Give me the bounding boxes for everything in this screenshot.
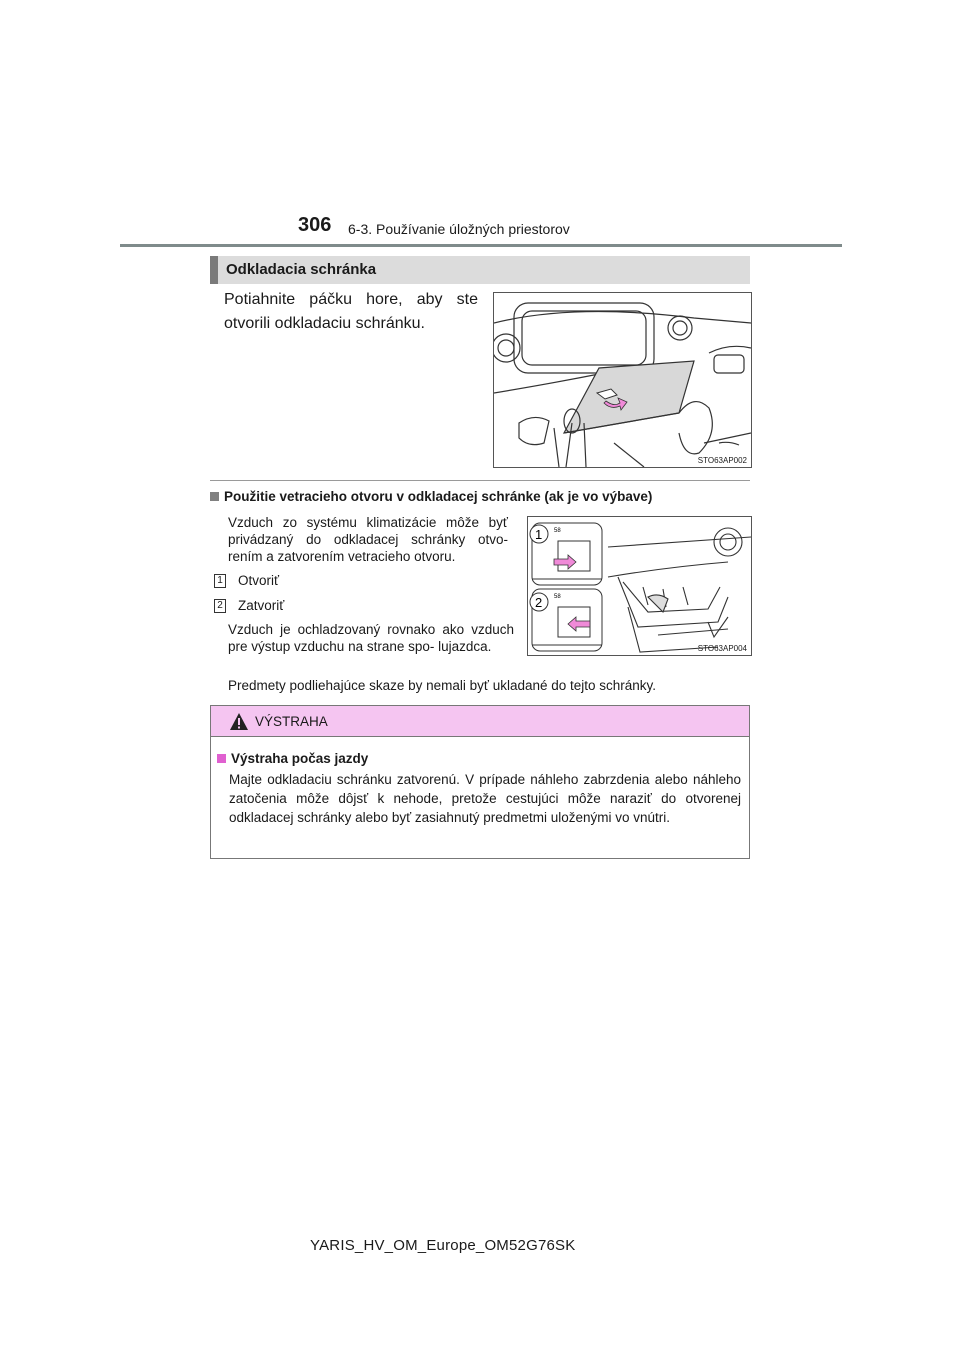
figure-glovebox-lever — [493, 292, 752, 468]
callout-2: 2 — [535, 595, 543, 610]
warning-triangle-icon — [229, 712, 249, 731]
subsection-title — [210, 489, 652, 504]
figure-code-2: STO63AP004 — [697, 644, 747, 653]
intro-text: Potiahnite páčku hore, aby ste otvorili odkladaciu schránku. — [224, 291, 478, 332]
header-rule — [120, 244, 842, 247]
subsection-text: Vzduch zo systému klimatizácie môže byť privádzaný do odkladacej schránky otvo- rením a zatvorením vetracieho otvoru. — [228, 515, 508, 564]
warning-subtitle-text: Výstraha počas jazdy — [231, 751, 369, 766]
figure-air-vent — [527, 516, 752, 656]
bullet-square-icon — [210, 492, 219, 501]
callout-1: 1 — [535, 527, 543, 542]
section-title: Odkladacia schránka — [226, 261, 377, 278]
warning-header — [211, 706, 749, 737]
section-title-bar — [210, 256, 750, 284]
warning-subtitle — [217, 751, 368, 766]
bullet-square-icon — [217, 754, 226, 763]
subsection-text-3: Predmety podliehajúce skaze by nemali byť ukladané do tejto schránky. — [228, 678, 657, 693]
item-number-2: 2 — [214, 599, 226, 613]
separator — [210, 480, 750, 481]
warning-box — [210, 705, 750, 859]
glovebox-illustration — [494, 293, 751, 467]
subsection-title-text: Použitie vetracieho otvoru v odkladacej schránke (ak je vo výbave) — [224, 489, 653, 504]
section-header: 6-3. Používanie úložných priestorov — [348, 221, 570, 237]
item-label-close: Zatvoriť — [238, 598, 285, 613]
warning-title: VÝSTRAHA — [255, 714, 328, 729]
warning-body: Majte odkladaciu schránku zatvorenú. V prípade náhleho zabrzdenia alebo náhleho zatočenia môže dôjsť k nehode, pretože cestujúci môže naraziť do otvorenej odkladacej schránky alebo byť zasiahnutý predmetmi uloženými vo vnútri. — [229, 772, 741, 825]
svg-text:58: 58 — [554, 528, 561, 534]
figure-code: STO63AP002 — [697, 456, 747, 465]
item-number-1: 1 — [214, 574, 226, 588]
page-number: 306 — [298, 214, 332, 236]
air-vent-illustration — [528, 517, 751, 655]
item-label-open: Otvoriť — [238, 573, 280, 588]
svg-text:58: 58 — [554, 594, 561, 600]
subsection-text-2: Vzduch je ochladzovaný rovnako ako vzduch pre výstup vzduchu na strane spo- lujazdca. — [228, 622, 514, 654]
footer-doc-id: YARIS_HV_OM_Europe_OM52G76SK — [310, 1237, 576, 1254]
section-title-tab — [210, 256, 218, 284]
